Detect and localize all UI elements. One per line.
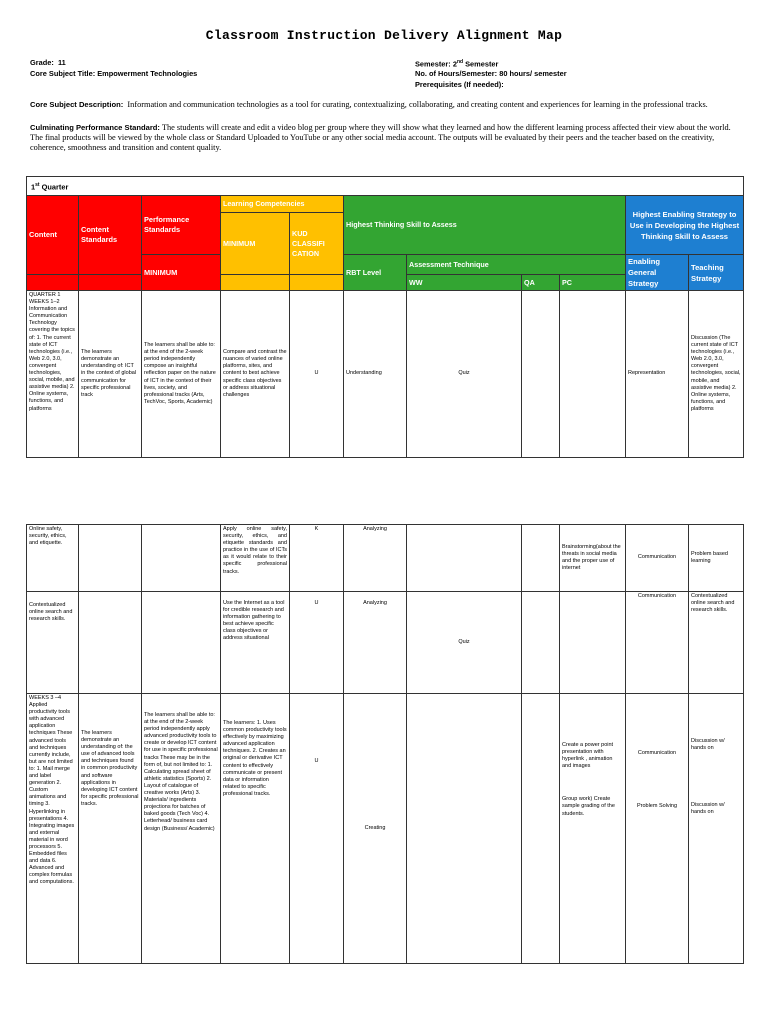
row-teaching-strategy: Problem based learning (689, 525, 744, 592)
header-ww: WW (407, 275, 522, 291)
quarter-heading: 1st Quarter (27, 177, 744, 196)
row-content-standard (79, 525, 142, 592)
teaching-strategy-b: Discussion w/ hands on (691, 802, 725, 816)
row-performance-standard: The learners shall be able to: at the end of the 2-week period independently compose an insightful reflection paper on the nature of ICT in the context of their lives, society, and professional tracks (Arts, TechVoc, Sports, Academic) (142, 291, 221, 458)
header-highest-enabling-strategy: Highest Enabling Strategy to Use in Developing the Highest Thinking Skill to Assess (626, 196, 744, 255)
header-content-blank (27, 275, 79, 291)
row-performance-standard (142, 592, 221, 694)
grade-value: 11 (57, 58, 66, 67)
row-content: Contextualized online search and research skills. (27, 592, 79, 694)
row-content-standard: The learners demonstrate an understanding of: the use of advanced tools and techniques found in common productivity and software applications in developing ICT content for specific professional tracks. (79, 694, 142, 964)
general-strategy-communication: Communication (637, 750, 677, 756)
row-qa (522, 525, 560, 592)
row-competency: Compare and contrast the nuances of varied online platforms, sites, and content to best achieve specific class objectives or address situational challenges (221, 291, 290, 458)
row-ww (407, 694, 522, 964)
header-enabling-general-strategy: Enabling General Strategy (626, 255, 689, 291)
header-learning-competencies: Learning Competencies (221, 196, 344, 213)
row-competency: The learners: 1. Uses common productivity tools effectively by maximizing advanced application techniques. 2. Creates an original or derivative ICT content to effectively communicate or present data or information related to specific professional tracks. (221, 694, 290, 964)
row-pc: Brainstorming(about the threats in social media and the proper use of internet (560, 525, 626, 592)
row-pc (560, 592, 626, 694)
row-content-standard (79, 592, 142, 694)
row-pc (560, 694, 626, 964)
table-row (27, 694, 744, 964)
grade-line: Grade: 11 (30, 58, 66, 67)
row-content-standard: The learners demonstrate an understanding of: ICT in the context of global communication for specific professional track (79, 291, 142, 458)
row-pc (560, 291, 626, 458)
core-subject-description: Core Subject Description: Information and communication technologies as a tool for curating, contextualizing, collaborating, and creating content and experiences for learning in the professional tracks. (30, 100, 708, 109)
semester-line: Semester: 2nd Semester (415, 59, 499, 69)
row-rbt-level: Analyzing (344, 592, 407, 694)
row-competency: Use the Internet as a tool for credible research and information gathering to best achieve specific class objectives or address situational (221, 592, 290, 694)
row-ww: Quiz (407, 291, 522, 458)
culminating-performance-standard: Culminating Performance Standard: The students will create and edit a video blog per group where they will show what they learned and how the different learning process affected their view about the world. The final products will be viewed by the whole class or Standard Uploaded to YouTube or any other social media account. The outputs will be evaluated by their peers and the teacher based on the creativity, coherence, smoothness and transition and content quality. (30, 123, 731, 152)
subject-title-line: Core Subject Title: Empowerment Technologies (30, 69, 198, 78)
row-performance-standard: The learners shall be able to: at the end of the 2-week period independently apply advanced productivity tools to create or develop ICT content for use in specific professional tracks These may be in the form of, but not limited to: 1. Calculating spread sheet of athletic statistics (Sports) 2. Layout of catalogue of creative works (Arts) 3. Materials/ ingredients projections for batches of baked goods (Tech Voc) 4. Letterhead/ business card design (Business/ Academic) (142, 694, 221, 964)
prerequisites-line: Prerequisites (If needed): (415, 80, 504, 89)
table-row (27, 525, 744, 592)
header-qa: QA (522, 275, 560, 291)
hours-line: No. of Hours/Semester: 80 hours/ semester (415, 69, 567, 78)
row-rbt-level: Analyzing (344, 525, 407, 592)
alignment-table-continuation (26, 524, 744, 964)
row-teaching-strategy: Discussion (The current state of ICT technologies (i.e., Web 2.0, 3.0, convergent technologies, social, mobile, and assistive media) 2. Online systems, functions, and platforms (689, 291, 744, 458)
header-kud-blank (290, 275, 344, 291)
teaching-strategy-a: Discussion w/ hands on (691, 738, 725, 752)
row-content: QUARTER 1 WEEKS 1–2 Information and Communication Technology covering the topics of: 1. The current state of ICT technologies (i.e., Web 2.0, 3.0, convergent technologies, social, mobile, and assistive media) 2. Online systems, functions, and platforms (27, 291, 79, 458)
header-kud-classification: KUD CLASSIFI CATION (290, 213, 344, 275)
header-rbt-level: RBT Level (344, 255, 407, 291)
pc-activity-powerpoint: Create a power point presentation with hyperlink , animation and images (562, 742, 614, 770)
header-content-standards-blank (79, 275, 142, 291)
row-kud: K (290, 525, 344, 592)
row-general-strategy (626, 694, 689, 964)
header-content-standards: Content Standards (79, 196, 142, 275)
row-kud: U (290, 592, 344, 694)
table-row (27, 291, 744, 458)
row-general-strategy: Representation (626, 291, 689, 458)
row-kud: U (290, 291, 344, 458)
row-qa (522, 592, 560, 694)
header-performance-standards: Performance Standards (142, 196, 221, 255)
row-kud: U (290, 694, 344, 964)
header-minimum-performance: MINIMUM (142, 255, 221, 291)
header-highest-thinking-skill: Highest Thinking Skill to Assess (344, 196, 626, 255)
alignment-table-quarter-1 (26, 176, 744, 458)
row-teaching-strategy: Contextualized online search and research skills. (689, 592, 744, 694)
general-strategy-problem-solving: Problem Solving (636, 803, 678, 810)
header-teaching-strategy: Teaching Strategy (689, 255, 744, 291)
table-row (27, 592, 744, 694)
header-pc: PC (560, 275, 626, 291)
row-qa (522, 694, 560, 964)
row-general-strategy: Communication (626, 592, 689, 694)
header-assessment-technique: Assessment Technique (407, 255, 626, 275)
row-general-strategy: Communication (626, 525, 689, 592)
document-title: Classroom Instruction Delivery Alignment Map (205, 28, 563, 43)
row-rbt-level: Understanding (344, 291, 407, 458)
header-minimum-blank (221, 275, 290, 291)
header-minimum-competency: MINIMUM (221, 213, 290, 275)
row-ww (407, 525, 522, 592)
row-competency: Apply online safety, security, ethics, and etiquette standards and practice in the use of ICTs as it would relate to their specific professional tracks. (221, 525, 290, 592)
row-performance-standard (142, 525, 221, 592)
row-content: WEEKS 3 –4 Applied productivity tools with advanced application techniques These advanced tools and techniques currently include, but are not limited to: 1. Mail merge and label generation 2. Custom animations and timing 3. Hyperlinking in presentations 4. Integrating images and external material in word processors 5. Embedded files and data 6. Advanced and complex formulas and computations. (27, 694, 79, 964)
row-content: Online safety, security, ethics, and etiquette. (27, 525, 79, 592)
header-content: Content (27, 196, 79, 275)
pc-activity-grading: Group work) Create sample grading of the students. (562, 796, 615, 817)
row-teaching-strategy (689, 694, 744, 964)
row-ww: Quiz (407, 592, 522, 694)
subject-title-value: Empowerment Technologies (97, 69, 198, 78)
row-rbt-level: Creating (344, 694, 407, 964)
row-qa (522, 291, 560, 458)
